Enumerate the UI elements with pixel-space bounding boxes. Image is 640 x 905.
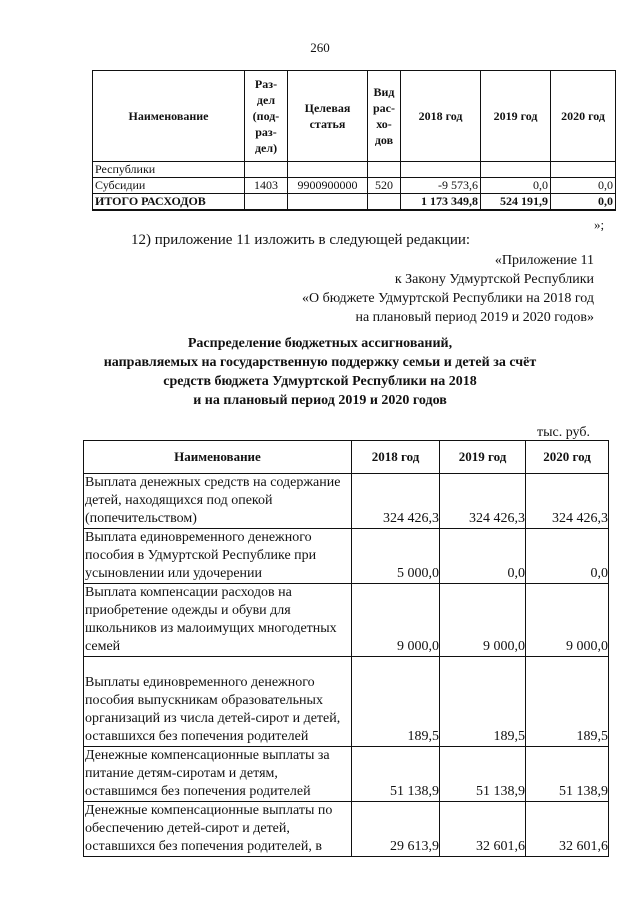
- cell-2018: [401, 162, 481, 178]
- cell-2018: 9 000,0: [352, 584, 440, 657]
- cell-2019: 51 138,9: [440, 747, 526, 802]
- cell-2020: 0,0: [526, 529, 609, 584]
- total-empty-cell: [368, 194, 401, 211]
- cell-name: Выплата компенсации расходов на приобретение одежды и обуви для школьников из малоимущих многодетных семей: [84, 584, 352, 657]
- cell-2019: 9 000,0: [440, 584, 526, 657]
- cell-2019: 324 426,3: [440, 474, 526, 529]
- col-header-statya: Целевая статья: [288, 71, 368, 162]
- total-empty-cell: [245, 194, 288, 211]
- cell-name: Выплата денежных средств на содержание детей, находящихся под опекой (попечительством): [84, 474, 352, 529]
- cell-2020: 189,5: [526, 657, 609, 747]
- cell-2018: 5 000,0: [352, 529, 440, 584]
- table-header-row: [84, 441, 609, 474]
- cell-2019: 0,0: [481, 178, 551, 194]
- cell-2020: 324 426,3: [526, 474, 609, 529]
- col-header-2019: 2019 год: [481, 71, 551, 162]
- document-title: [60, 334, 580, 410]
- cell-2020: 0,0: [551, 178, 616, 194]
- cell-name: Денежные компенсационные выплаты за питание детям-сиротам и детям, оставшимся без попечения родителей: [84, 747, 352, 802]
- title-line: и на плановый период 2019 и 2020 годов: [193, 393, 447, 408]
- amendment-instruction: 12) приложение 11 изложить в следующей редакции:: [131, 232, 471, 248]
- title-line: Распределение бюджетных ассигнований,: [187, 336, 453, 351]
- appendix-heading: [302, 251, 594, 327]
- col-header-2018: 2018 год: [352, 441, 440, 474]
- allocation-table: [83, 440, 609, 857]
- cell-vid: [368, 162, 401, 178]
- cell-2020: 32 601,6: [526, 802, 609, 857]
- col-header-vid: Вид рас-хо-дов: [368, 71, 401, 162]
- total-2019: 524 191,9: [481, 194, 551, 211]
- total-empty-cell: [288, 194, 368, 211]
- units-label: тыс. руб.: [537, 425, 590, 440]
- cell-2018: 324 426,3: [352, 474, 440, 529]
- appendix-line: «Приложение 11: [494, 253, 594, 268]
- cell-razdel: [245, 162, 288, 178]
- cell-name: Субсидии: [93, 178, 245, 194]
- col-header-2020: 2020 год: [526, 441, 609, 474]
- table-row: [84, 529, 609, 584]
- cell-statya: [288, 162, 368, 178]
- cell-statya: 9900900000: [288, 178, 368, 194]
- table-row: [84, 802, 609, 857]
- appendix-line: к Закону Удмуртской Республики: [394, 272, 594, 287]
- table-header-row: [93, 71, 616, 162]
- table-row: [84, 584, 609, 657]
- cell-2018: -9 573,6: [401, 178, 481, 194]
- total-2020: 0,0: [551, 194, 616, 211]
- cell-2019: 32 601,6: [440, 802, 526, 857]
- total-label: ИТОГО РАСХОДОВ: [93, 194, 245, 211]
- page-number: 260: [310, 40, 330, 55]
- cell-2020: [551, 162, 616, 178]
- cell-name: Денежные компенсационные выплаты по обеспечению детей-сирот и детей, оставшихся без попечения родителей, в: [84, 802, 352, 857]
- col-header-razdel: Раз-дел (под-раз-дел): [245, 71, 288, 162]
- appendix-line: на плановый период 2019 и 2020 годов»: [355, 310, 594, 325]
- cell-razdel: 1403: [245, 178, 288, 194]
- col-header-2019: 2019 год: [440, 441, 526, 474]
- cell-2018: 189,5: [352, 657, 440, 747]
- cell-2018: 51 138,9: [352, 747, 440, 802]
- cell-2020: 9 000,0: [526, 584, 609, 657]
- cell-2020: 51 138,9: [526, 747, 609, 802]
- col-header-name: Наименование: [93, 71, 245, 162]
- table-row: [84, 474, 609, 529]
- cell-2019: 189,5: [440, 657, 526, 747]
- expenses-table: [92, 70, 616, 211]
- col-header-2018: 2018 год: [401, 71, 481, 162]
- cell-2019: [481, 162, 551, 178]
- title-line: средств бюджета Удмуртской Республики на 2018: [163, 374, 477, 389]
- table-row: [93, 178, 616, 194]
- cell-vid: 520: [368, 178, 401, 194]
- appendix-line: «О бюджете Удмуртской Республики на 2018 год: [301, 291, 594, 306]
- table-row: [84, 657, 609, 747]
- total-2018: 1 173 349,8: [401, 194, 481, 211]
- cell-name: Выплата единовременного денежного пособия в Удмуртской Республике при усыновлении или удочерении: [84, 529, 352, 584]
- cell-2019: 0,0: [440, 529, 526, 584]
- col-header-2020: 2020 год: [551, 71, 616, 162]
- cell-name: Выплаты единовременного денежного пособия выпускникам образовательных организаций из числа детей-сирот и детей, оставшихся без попечения родителей: [84, 657, 352, 747]
- title-line: направляемых на государственную поддержку семьи и детей за счёт: [103, 355, 537, 370]
- cell-2018: 29 613,9: [352, 802, 440, 857]
- closing-mark: »;: [594, 217, 605, 232]
- total-row: [93, 194, 616, 211]
- col-header-name: Наименование: [84, 441, 352, 474]
- table-row: [84, 747, 609, 802]
- table-row: [93, 162, 616, 178]
- cell-name: Республики: [93, 162, 245, 178]
